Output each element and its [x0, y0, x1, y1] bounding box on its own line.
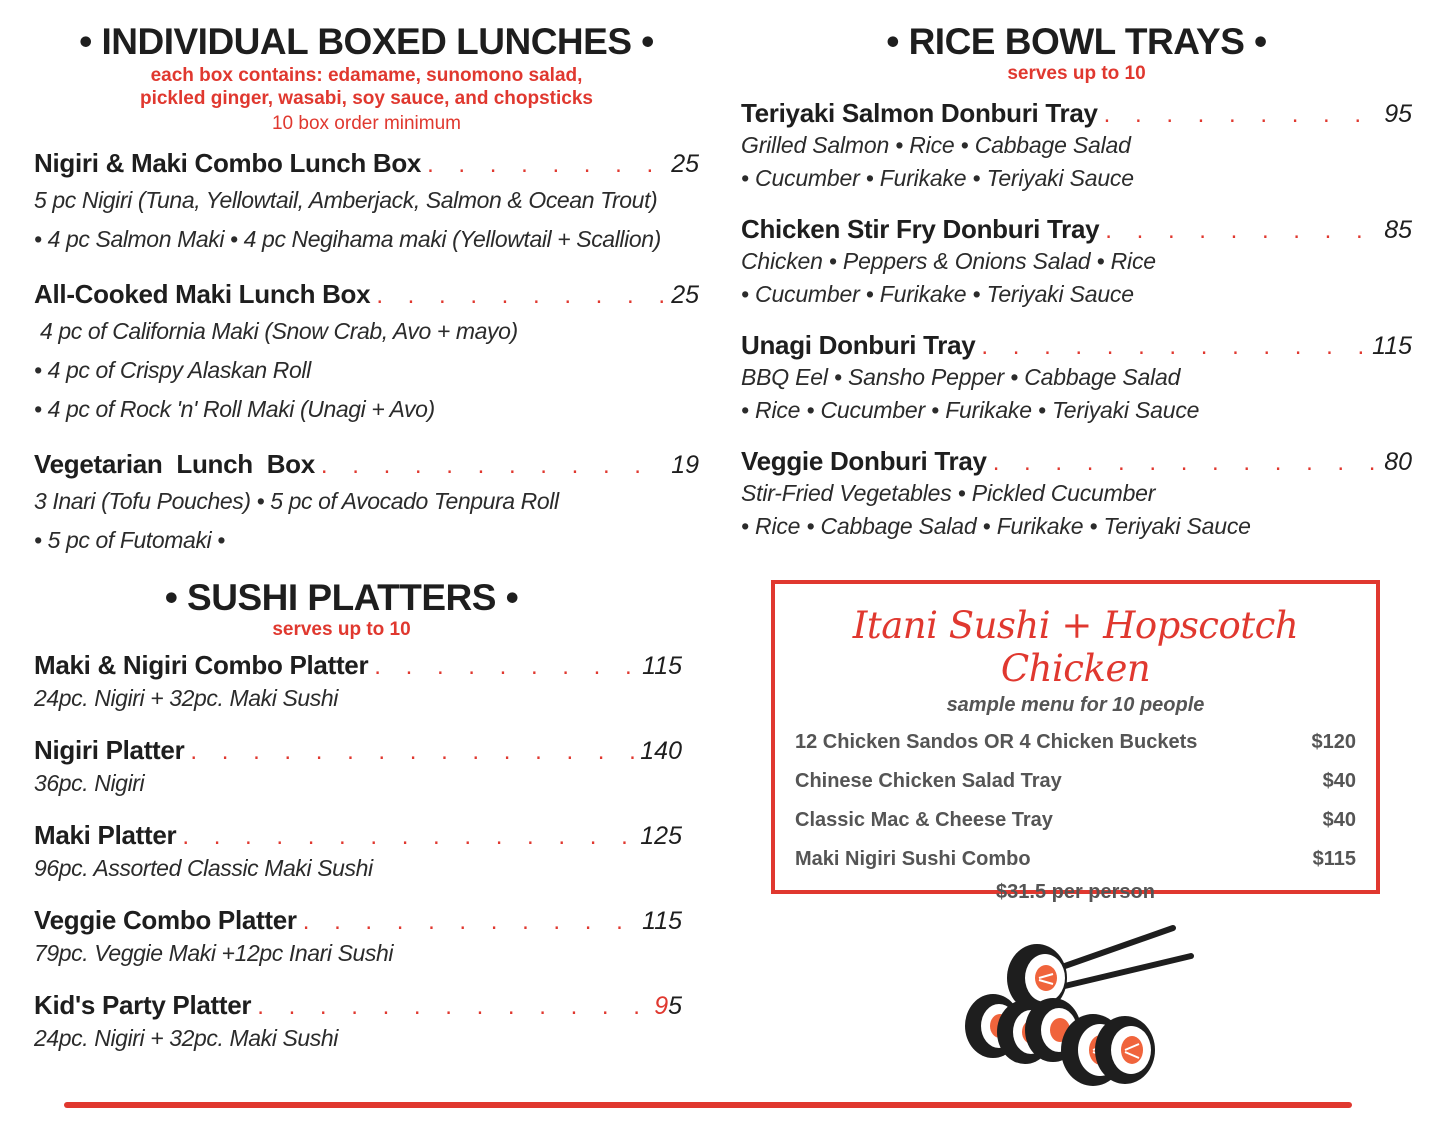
menu-item: [34, 650, 682, 715]
item-name: Veggie Donburi Tray: [741, 446, 987, 476]
promo-price: $40: [1322, 809, 1356, 831]
item-name: Vegetarian Lunch Box: [34, 449, 315, 479]
leader-dots: [993, 449, 1378, 477]
item-price: 95: [1384, 100, 1412, 128]
promo-price: $120: [1311, 731, 1356, 753]
boxed-lunches-heading: • INDIVIDUAL BOXED LUNCHES •: [79, 21, 654, 62]
item-price: 19: [671, 451, 699, 479]
item-desc-line: BBQ Eel • Sansho Pepper • Cabbage Salad: [741, 364, 1181, 390]
menu-item: [34, 449, 699, 560]
item-price-digit-red: 9: [654, 992, 669, 1020]
platters-note: serves up to 10: [272, 619, 411, 640]
item-desc-line: • Cucumber • Furikake • Teriyaki Sauce: [741, 165, 1134, 191]
item-desc-line: • 4 pc of Crispy Alaskan Roll: [34, 357, 311, 383]
promo-item: Maki Nigiri Sushi Combo: [795, 848, 1031, 870]
promo-price: $40: [1322, 770, 1356, 792]
promo-item: Chinese Chicken Salad Tray: [795, 770, 1062, 792]
promo-subtitle: sample menu for 10 people: [946, 694, 1205, 716]
item-name: Nigiri Platter: [34, 735, 185, 765]
item-name: Teriyaki Salmon Donburi Tray: [741, 98, 1098, 128]
rice-note: serves up to 10: [1007, 63, 1146, 84]
item-name: Chicken Stir Fry Donburi Tray: [741, 214, 1100, 244]
menu-item: [34, 905, 682, 970]
leader-dots: [303, 908, 636, 936]
promo-total: $31.5 per person: [996, 881, 1155, 903]
item-price: 125: [640, 822, 682, 850]
menu-item: [741, 446, 1412, 543]
boxed-note-minimum: 10 box order minimum: [271, 113, 462, 134]
item-desc-line: Chicken • Peppers & Onions Salad • Rice: [741, 248, 1156, 274]
promo-row: [775, 723, 1376, 762]
item-price: 115: [642, 652, 682, 680]
item-desc-line: • Rice • Cabbage Salad • Furikake • Teriyaki Sauce: [741, 513, 1251, 539]
menu-item: [34, 279, 699, 429]
item-name: Veggie Combo Platter: [34, 905, 297, 935]
item-price: 25: [671, 281, 699, 309]
leader-dots: [182, 823, 634, 851]
sushi-rolls-chopsticks-icon: [955, 918, 1205, 1088]
item-price: [654, 992, 682, 1021]
item-desc-line: • 5 pc of Futomaki •: [34, 527, 225, 553]
item-name: All-Cooked Maki Lunch Box: [34, 279, 371, 309]
boxed-lunches-section: [34, 22, 699, 135]
sample-menu-box: [771, 580, 1380, 903]
menu-item: [34, 820, 682, 885]
sushi-platters-heading: • SUSHI PLATTERS •: [164, 577, 519, 618]
item-name: Unagi Donburi Tray: [741, 330, 976, 360]
item-desc-line: • 4 pc Salmon Maki • 4 pc Negihama maki (Yellowtail + Scallion): [34, 226, 661, 252]
leader-dots: [190, 738, 634, 766]
promo-title: Itani Sushi + Hopscotch Chicken: [852, 604, 1299, 690]
item-desc-line: • Rice • Cucumber • Furikake • Teriyaki Sauce: [741, 397, 1200, 423]
item-desc-line: 36pc. Nigiri: [34, 770, 145, 796]
sushi-platters-section: [34, 578, 649, 641]
menu-item: [34, 148, 699, 259]
leader-dots: [321, 452, 665, 480]
rice-bowl-heading: • RICE BOWL TRAYS •: [886, 21, 1267, 62]
item-desc-line: 79pc. Veggie Maki +12pc Inari Sushi: [34, 940, 394, 966]
item-price: 85: [1384, 216, 1412, 244]
promo-price: $115: [1312, 848, 1356, 870]
item-price: 25: [671, 150, 699, 178]
item-desc-line: 5 pc Nigiri (Tuna, Yellowtail, Amberjack, Salmon & Ocean Trout): [34, 187, 658, 213]
boxed-note-1: each box contains: edamame, sunomono salad,: [150, 65, 583, 86]
promo-item: 12 Chicken Sandos OR 4 Chicken Buckets: [795, 731, 1198, 753]
bottom-divider: [64, 1102, 1352, 1108]
leader-dots: [376, 282, 665, 310]
item-price: 140: [640, 737, 682, 765]
leader-dots: [1105, 217, 1378, 245]
promo-row: [775, 762, 1376, 801]
item-price-digit: 5: [668, 992, 682, 1020]
leader-dots: [427, 151, 665, 179]
item-price: 80: [1384, 448, 1412, 476]
promo-item: Classic Mac & Cheese Tray: [795, 809, 1053, 831]
item-price: 115: [642, 907, 682, 935]
item-desc-line: 3 Inari (Tofu Pouches) • 5 pc of Avocado Tenpura Roll: [34, 488, 559, 514]
menu-item: [741, 214, 1412, 311]
menu-item: [741, 330, 1412, 427]
promo-row: [775, 840, 1376, 879]
menu-item: [34, 990, 682, 1055]
promo-list: [775, 723, 1376, 879]
menu-item: [34, 735, 682, 800]
promo-row: [775, 801, 1376, 840]
leader-dots: [1104, 101, 1379, 129]
item-desc-line: • Cucumber • Furikake • Teriyaki Sauce: [741, 281, 1134, 307]
item-desc-line: 24pc. Nigiri + 32pc. Maki Sushi: [34, 1025, 338, 1051]
leader-dots: [374, 653, 636, 681]
item-name: Maki Platter: [34, 820, 177, 850]
item-name: Nigiri & Maki Combo Lunch Box: [34, 148, 422, 178]
item-desc-line: • 4 pc of Rock 'n' Roll Maki (Unagi + Avo): [34, 396, 435, 422]
leader-dots: [257, 993, 648, 1021]
item-desc-line: Stir-Fried Vegetables • Pickled Cucumber: [741, 480, 1156, 506]
item-desc-line: 4 pc of California Maki (Snow Crab, Avo + mayo): [34, 318, 518, 344]
leader-dots: [981, 333, 1366, 361]
item-price: 115: [1372, 332, 1412, 360]
boxed-note-2: pickled ginger, wasabi, soy sauce, and chopsticks: [139, 88, 593, 109]
item-desc-line: 96pc. Assorted Classic Maki Sushi: [34, 855, 373, 881]
menu-item: [741, 98, 1412, 195]
item-desc-line: 24pc. Nigiri + 32pc. Maki Sushi: [34, 685, 338, 711]
item-desc-line: Grilled Salmon • Rice • Cabbage Salad: [741, 132, 1131, 158]
item-name: Maki & Nigiri Combo Platter: [34, 650, 369, 680]
item-name: Kid's Party Platter: [34, 990, 252, 1020]
rice-bowl-section: [741, 22, 1412, 85]
